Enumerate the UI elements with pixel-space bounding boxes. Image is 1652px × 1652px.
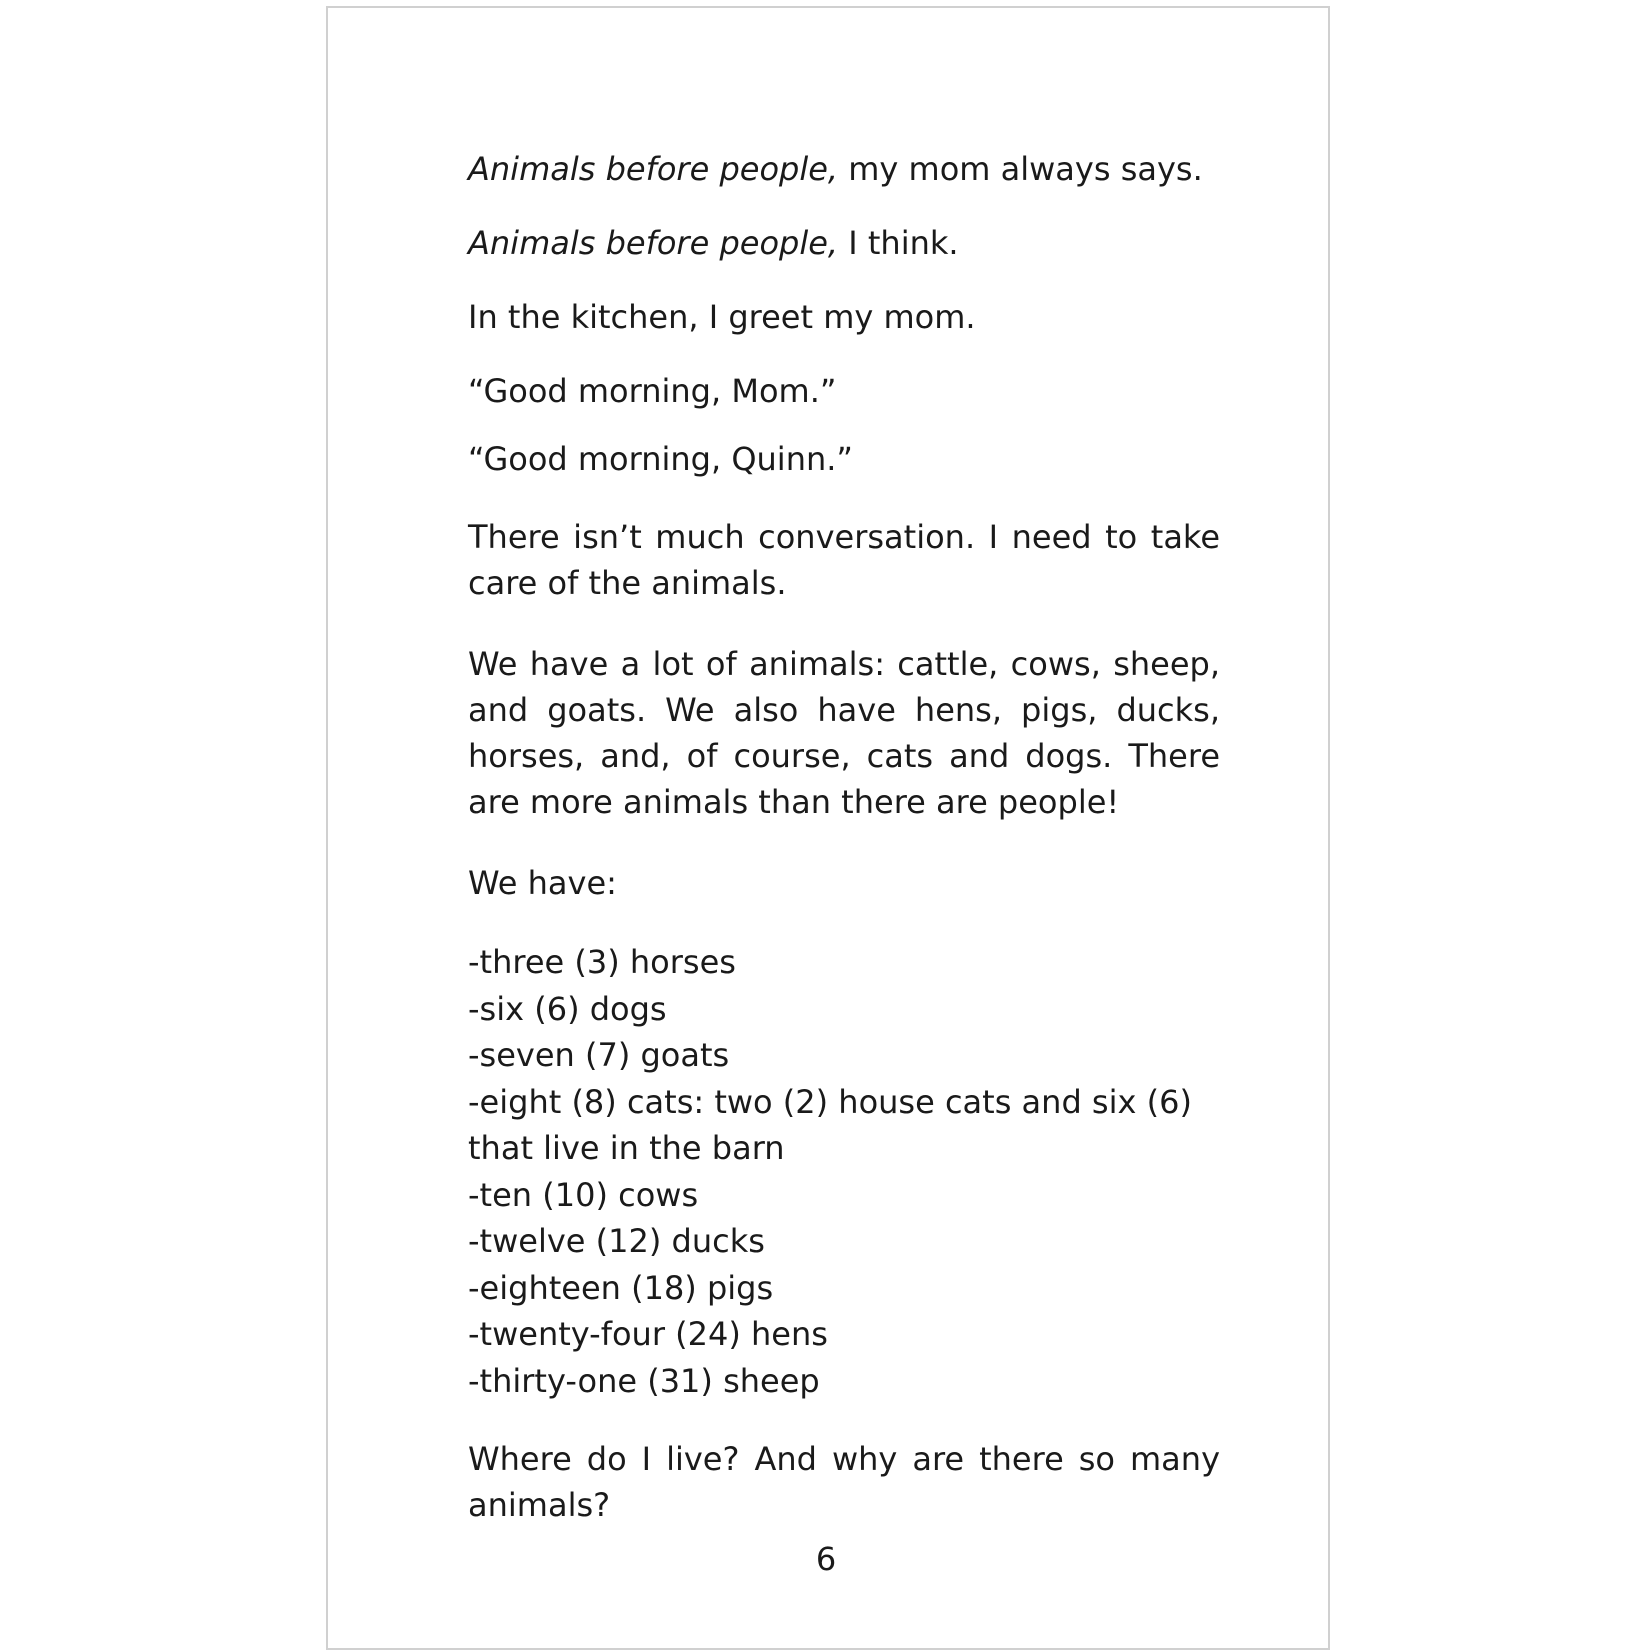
- list-item: -eight (8) cats: two (2) house cats and six (6): [468, 1082, 1192, 1121]
- paragraph-question: Where do I live? And why are there so many animals?: [468, 1440, 1220, 1524]
- paragraph-mom-says: [468, 146, 1220, 192]
- list-item: -six (6) dogs: [468, 989, 667, 1028]
- list-item: -thirty-one (31) sheep: [468, 1361, 820, 1400]
- dialogue-line-mom: “Good morning, Quinn.”: [468, 440, 853, 478]
- italic-phrase: Animals before people,: [468, 150, 839, 188]
- page-number: 6: [815, 1540, 837, 1578]
- paragraph-we-have: We have:: [468, 864, 617, 902]
- list-item: -seven (7) goats: [468, 1036, 730, 1074]
- list-item: -three (3) horses: [468, 943, 736, 981]
- paragraph-i-think: [468, 220, 1220, 266]
- paragraph-conversation: There isn’t much conversation. I need to take care of the animals.: [468, 518, 1220, 602]
- paragraph-kitchen: In the kitchen, I greet my mom.: [468, 298, 976, 336]
- dialogue-line-quinn: “Good morning, Mom.”: [468, 372, 837, 410]
- paragraph-animals: We have a lot of animals: cattle, cows, sheep, and goats. We also have hens, pigs, ducks, horses, and, of course, cats and dogs. There are more animals than there are people!: [468, 645, 1220, 821]
- animal-list: [468, 939, 1228, 1404]
- list-item: -twelve (12) ducks: [468, 1222, 765, 1260]
- list-item: -eighteen (18) pigs: [468, 1268, 774, 1307]
- list-item: -ten (10) cows: [468, 1175, 699, 1214]
- paragraph-text: my mom always says.: [838, 150, 1203, 188]
- list-item: -twenty-four (24) hens: [468, 1315, 828, 1353]
- list-item: that live in the barn: [468, 1129, 785, 1167]
- paragraph-text: I think.: [838, 224, 959, 262]
- italic-phrase: Animals before people,: [468, 224, 839, 262]
